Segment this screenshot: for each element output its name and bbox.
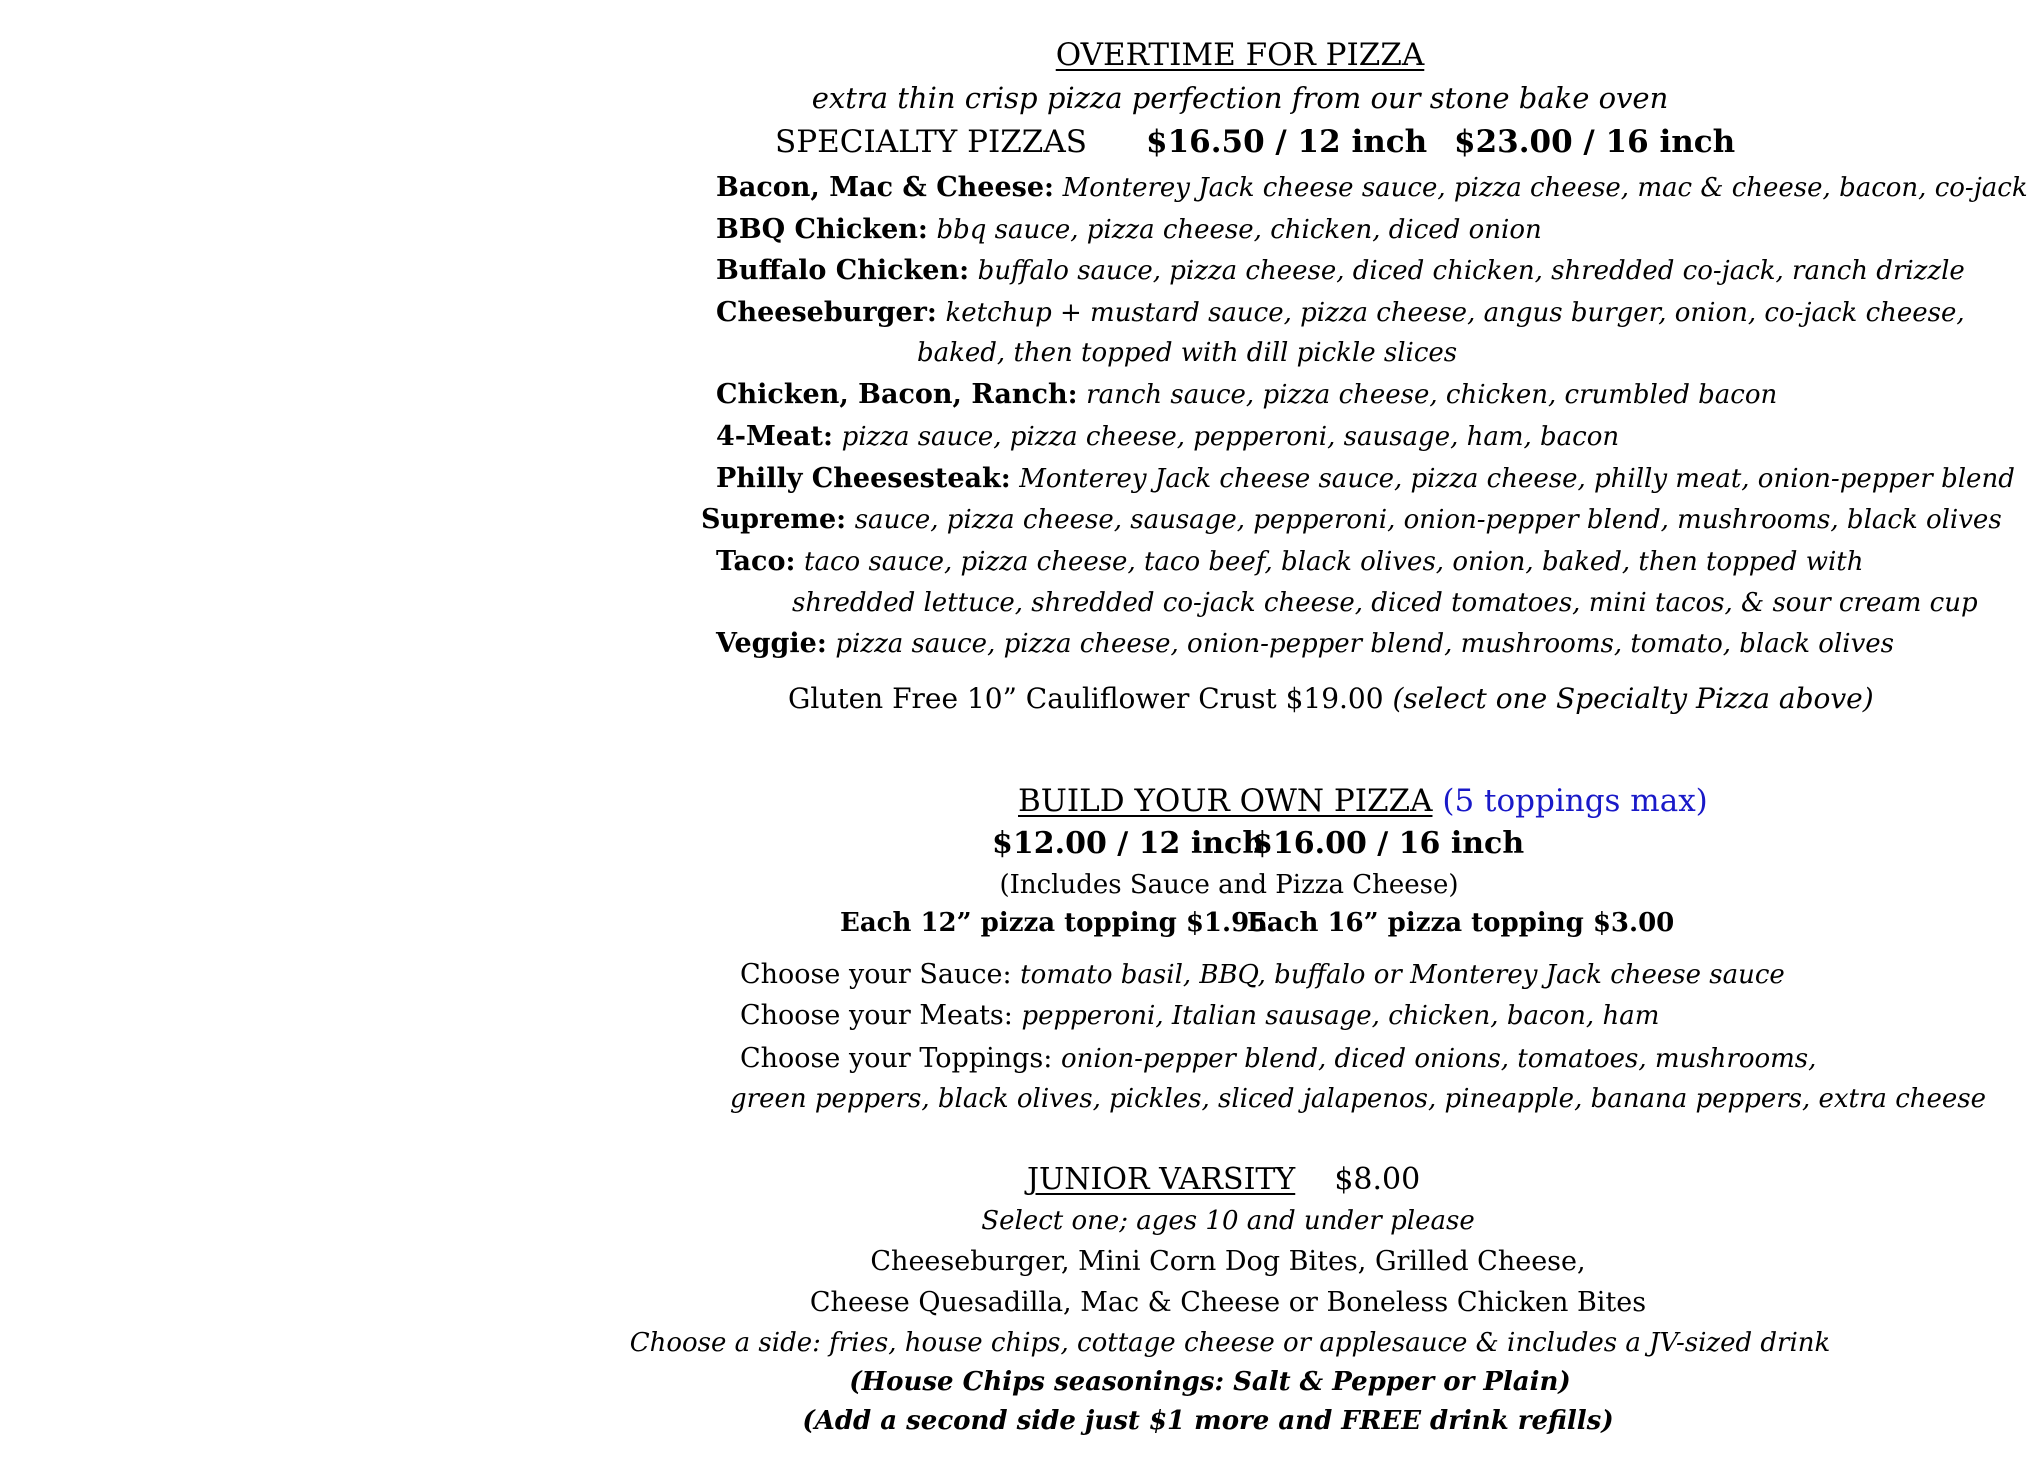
jv-price: $8.00 [1334,1162,1421,1197]
byo-toppings-desc2: green peppers, black olives, pickles, sliced jalapenos, pineapple, banana peppers, extra cheese [730,1084,1987,1114]
gluten-free-line [788,682,1874,715]
item-name: Supreme: [701,504,847,535]
jv-chips-note: (House Chips seasonings: Salt & Pepper or Plain) [849,1367,1571,1397]
item-desc: Monterey Jack cheese sauce, pizza cheese, philly meat, onion-pepper blend [1019,464,2015,494]
item-desc: bbq sauce, pizza cheese, chicken, diced onion [936,215,1542,245]
jv-side-note: Choose a side: fries, house chips, cottage cheese or applesauce & includes a JV-sized drink [629,1328,1831,1358]
gluten-free-note: (select one Specialty Pizza above) [1392,682,1874,715]
menu-item [701,506,2002,533]
byo-meats-desc: pepperoni, Italian sausage, chicken, bacon, ham [1021,1001,1660,1031]
byo-sauce-desc: tomato basil, BBQ, buffalo or Monterey Jack cheese sauce [1020,960,1785,990]
byo-topping-12: Each 12” pizza topping $1.95 [840,908,1268,938]
byo-meats-label: Choose your Meats: [740,1000,1013,1031]
item-name: Taco: [716,546,796,577]
item-name: Veggie: [716,628,827,659]
byo-meats-line [740,1002,1659,1029]
specialty-price-12: $16.50 / 12 inch [1146,124,1428,160]
jv-options-2: Cheese Quesadilla, Mac & Cheese or Boneless Chicken Bites [809,1287,1647,1318]
byo-topping-16: Each 16” pizza topping $3.00 [1247,908,1675,938]
menu-item [716,465,2015,492]
tagline: extra thin crisp pizza perfection from our stone bake oven [811,81,1669,115]
section-title-overtime: OVERTIME FOR PIZZA [1055,37,1425,73]
item-desc: shredded lettuce, shredded co-jack cheese, diced tomatoes, mini tacos, & sour cream cup [792,588,1978,618]
menu-item [716,548,1863,575]
jv-select-note: Select one; ages 10 and under please [981,1206,1475,1236]
item-name: BBQ Chicken: [716,214,928,245]
menu-item [716,423,1619,450]
item-desc: ranch sauce, pizza cheese, chicken, crumbled bacon [1086,380,1778,410]
menu-item-continuation [792,589,1978,616]
menu-item [716,216,1542,243]
item-desc: Monterey Jack cheese sauce, pizza cheese, mac & cheese, bacon, co-jack [1062,173,2028,203]
byo-price-16: $16.00 / 16 inch [1252,826,1525,861]
item-name: 4-Meat: [716,421,833,452]
item-name: Chicken, Bacon, Ranch: [716,379,1078,410]
item-name: Cheeseburger: [716,297,937,328]
jv-second-side-note: (Add a second side just $1 more and FREE drink refills) [802,1406,1614,1436]
menu-item [716,381,1777,408]
specialty-heading: SPECIALTY PIZZAS [775,124,1087,160]
item-desc: taco sauce, pizza cheese, taco beef, black olives, onion, baked, then topped with [804,547,1864,577]
byo-toppings-label: Choose your Toppings: [740,1043,1053,1074]
menu-item [716,174,2028,201]
byo-title: BUILD YOUR OWN PIZZA [1018,783,1433,819]
jv-title: JUNIOR VARSITY [1027,1162,1296,1197]
menu-item [716,257,1965,284]
item-desc: sauce, pizza cheese, sausage, pepperoni, onion-pepper blend, mushrooms, black olives [854,505,2002,535]
byo-toppings-desc: onion-pepper blend, diced onions, tomatoes, mushrooms, [1060,1044,1817,1074]
byo-toppings-continuation [730,1085,1986,1112]
item-desc: ketchup + mustard sauce, pizza cheese, angus burger, onion, co-jack cheese, [945,298,1965,328]
byo-toppings-line [740,1045,1816,1072]
byo-sauce-label: Choose your Sauce: [740,959,1012,990]
byo-max-note: (5 toppings max) [1442,783,1708,819]
byo-sauce-line [740,961,1785,988]
gluten-free-offer: Gluten Free 10” Cauliflower Crust $19.00 [788,682,1384,715]
item-desc: baked, then topped with dill pickle slices [917,338,1458,368]
menu-item [716,630,1894,657]
item-name: Bacon, Mac & Cheese: [716,172,1055,203]
item-desc: pizza sauce, pizza cheese, pepperoni, sausage, ham, bacon [841,422,1620,452]
item-name: Buffalo Chicken: [716,255,970,286]
jv-options-1: Cheeseburger, Mini Corn Dog Bites, Grilled Cheese, [870,1246,1586,1277]
jv-heading [1027,1162,1421,1197]
item-desc: pizza sauce, pizza cheese, onion-pepper blend, mushrooms, tomato, black olives [835,629,1894,659]
item-desc: buffalo sauce, pizza cheese, diced chicken, shredded co-jack, ranch drizzle [977,256,1965,286]
byo-price-12: $12.00 / 12 inch [992,826,1265,861]
byo-heading [1018,783,1708,819]
menu-item-continuation [917,339,1457,366]
byo-includes: (Includes Sauce and Pizza Cheese) [999,870,1459,900]
specialty-price-16: $23.00 / 16 inch [1454,124,1736,160]
menu-item [716,299,1965,326]
item-name: Philly Cheesesteak: [716,463,1011,494]
